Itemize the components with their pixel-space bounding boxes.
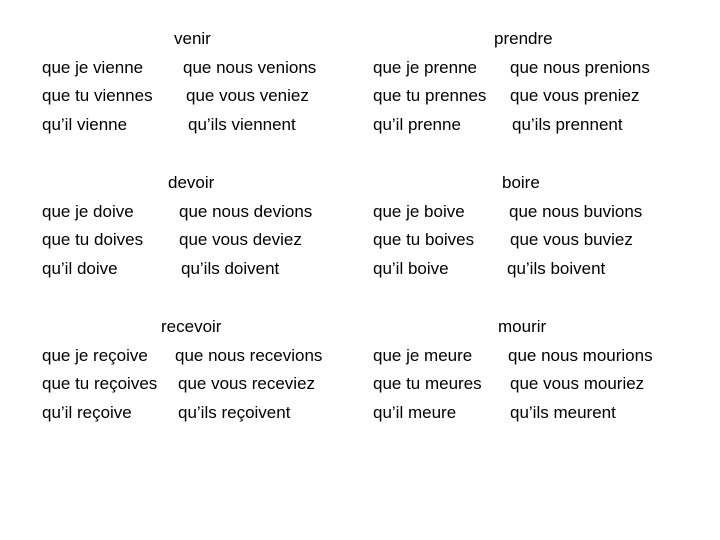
plural-form: que vous veniez: [186, 86, 309, 105]
plural-form: qu’ils prennent: [512, 115, 623, 134]
plural-form: que nous devions: [179, 202, 313, 221]
singular-form: que je boive: [373, 202, 465, 221]
plural-form: qu’ils viennent: [188, 115, 296, 134]
verb-title: prendre: [494, 29, 553, 48]
plural-form: qu’ils meurent: [510, 403, 616, 422]
singular-form: qu’il boive: [373, 259, 449, 278]
singular-form: que tu boives: [373, 230, 475, 249]
verb-title: venir: [174, 29, 211, 48]
singular-form: que tu meures: [373, 374, 482, 393]
plural-form: que vous buviez: [510, 230, 633, 249]
verb-title: mourir: [498, 317, 547, 336]
plural-form: que vous receviez: [178, 374, 316, 393]
singular-form: que je doive: [42, 202, 134, 221]
plural-form: que nous recevions: [175, 346, 323, 365]
singular-form: que je vienne: [42, 58, 144, 77]
plural-form: que vous deviez: [179, 230, 302, 249]
singular-form: que tu doives: [42, 230, 144, 249]
verb-title: devoir: [168, 173, 215, 192]
plural-form: que vous mouriez: [510, 374, 645, 393]
plural-form: que nous mourions: [508, 346, 653, 365]
singular-form: qu’il vienne: [42, 115, 128, 134]
singular-form: qu’il doive: [42, 259, 118, 278]
plural-form: qu’ils doivent: [181, 259, 280, 278]
verb-title: boire: [502, 173, 540, 192]
singular-form: que tu prennes: [373, 86, 487, 105]
plural-form: que nous venions: [183, 58, 317, 77]
singular-form: qu’il reçoive: [42, 403, 132, 422]
verb-title: recevoir: [161, 317, 222, 336]
singular-form: que je reçoive: [42, 346, 148, 365]
singular-form: que je prenne: [373, 58, 477, 77]
plural-form: que nous buvions: [509, 202, 643, 221]
singular-form: qu’il meure: [373, 403, 457, 422]
plural-form: qu’ils reçoivent: [178, 403, 291, 422]
plural-form: que vous preniez: [510, 86, 640, 105]
singular-form: que je meure: [373, 346, 473, 365]
plural-form: qu’ils boivent: [507, 259, 606, 278]
singular-form: que tu viennes: [42, 86, 153, 105]
plural-form: que nous prenions: [510, 58, 650, 77]
singular-form: qu’il prenne: [373, 115, 461, 134]
singular-form: que tu reçoives: [42, 374, 158, 393]
